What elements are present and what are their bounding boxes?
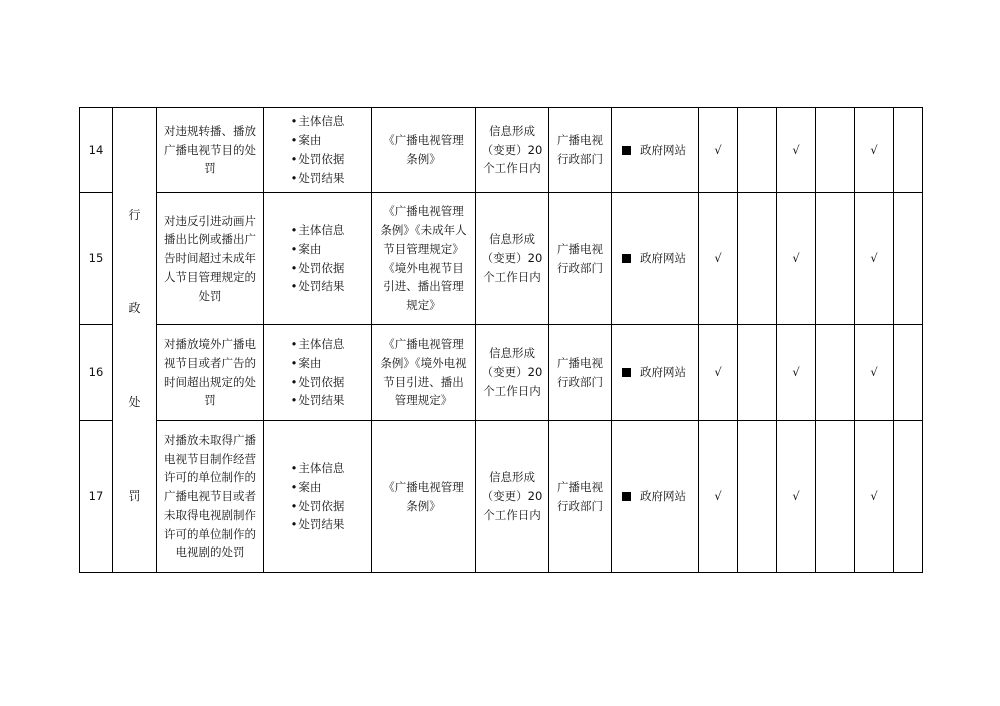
time-limit-cell xyxy=(476,108,549,193)
basis-text: 《广播电视管理条例》《未成年人节目管理规定》《境外电视节目引进、播出管理规定》 xyxy=(380,204,467,313)
check-cell xyxy=(777,108,816,193)
time-limit-text: 信息形成（变更）20个工作日内 xyxy=(481,232,543,284)
content-item: • 案由 xyxy=(291,478,345,497)
content-item: • 处罚结果 xyxy=(291,391,345,410)
content-cell xyxy=(264,193,372,325)
row-number: 16 xyxy=(80,325,113,421)
check-cell xyxy=(738,421,777,573)
table-row xyxy=(80,421,923,573)
channel-cell xyxy=(612,421,699,573)
item-name-cell xyxy=(157,421,264,573)
time-limit-text: 信息形成（变更）20个工作日内 xyxy=(481,470,543,522)
category-char: 罚 xyxy=(128,489,141,503)
channel-cell xyxy=(612,108,699,193)
check-mark: √ xyxy=(714,142,722,157)
dept-cell xyxy=(549,108,612,193)
basis-text: 《广播电视管理条例》 xyxy=(383,133,464,166)
content-item: • 主体信息 xyxy=(291,459,345,478)
content-item: • 处罚依据 xyxy=(291,373,345,392)
check-cell xyxy=(855,421,894,573)
check-cell xyxy=(699,108,738,193)
check-cell xyxy=(738,193,777,325)
basis-cell xyxy=(372,193,476,325)
check-cell xyxy=(777,325,816,421)
channel-text: 政府网站 xyxy=(640,142,686,157)
content-item: • 处罚结果 xyxy=(291,169,345,188)
check-mark: √ xyxy=(870,489,878,504)
content-item: • 案由 xyxy=(291,131,345,150)
basis-cell xyxy=(372,325,476,421)
row-number: 14 xyxy=(80,108,113,193)
channel-text: 政府网站 xyxy=(640,365,686,380)
check-cell xyxy=(699,193,738,325)
check-mark: √ xyxy=(870,251,878,266)
disclosure-table xyxy=(79,107,923,573)
dept-cell xyxy=(549,421,612,573)
check-cell xyxy=(816,193,855,325)
check-cell xyxy=(855,108,894,193)
channel-text: 政府网站 xyxy=(640,251,686,266)
check-mark: √ xyxy=(870,142,878,157)
dept-cell xyxy=(549,193,612,325)
item-name-cell xyxy=(157,325,264,421)
content-item: • 主体信息 xyxy=(291,221,345,240)
check-mark: √ xyxy=(792,365,800,380)
table-row xyxy=(80,108,923,193)
check-cell xyxy=(894,325,923,421)
check-cell xyxy=(699,325,738,421)
row-number: 17 xyxy=(80,421,113,573)
check-cell xyxy=(777,193,816,325)
check-cell xyxy=(855,193,894,325)
dept-text: 广播电视行政部门 xyxy=(557,133,603,166)
category-char: 处 xyxy=(128,395,141,409)
item-name-cell xyxy=(157,193,264,325)
content-item: • 处罚依据 xyxy=(291,150,345,169)
time-limit-text: 信息形成（变更）20个工作日内 xyxy=(481,346,543,398)
check-cell xyxy=(894,193,923,325)
item-name: 对播放未取得广播电视节目制作经营许可的单位制作的广播电视节目或者未取得电视剧制作许可的单位制作的电视剧的处罚 xyxy=(164,432,256,560)
check-mark: √ xyxy=(714,489,722,504)
channel-cell xyxy=(612,325,699,421)
filled-square-icon xyxy=(622,368,631,377)
content-item: • 案由 xyxy=(291,240,345,259)
check-cell xyxy=(699,421,738,573)
filled-square-icon xyxy=(622,492,631,501)
channel-text: 政府网站 xyxy=(640,489,686,504)
table-row xyxy=(80,325,923,421)
content-cell xyxy=(264,108,372,193)
time-limit-cell xyxy=(476,421,549,573)
item-name: 对违反引进动画片播出比例或播出广告时间超过未成年人节目管理规定的处罚 xyxy=(164,213,256,303)
check-cell xyxy=(777,421,816,573)
dept-text: 广播电视行政部门 xyxy=(557,241,603,275)
dept-cell xyxy=(549,325,612,421)
item-name: 对违规转播、播放广播电视节目的处罚 xyxy=(164,123,256,176)
channel-cell xyxy=(612,193,699,325)
content-item: • 案由 xyxy=(291,354,345,373)
basis-cell xyxy=(372,108,476,193)
check-mark: √ xyxy=(714,251,722,266)
check-mark: √ xyxy=(792,142,800,157)
category-char: 行 xyxy=(128,208,141,222)
content-item: • 处罚依据 xyxy=(291,259,345,278)
time-limit-cell xyxy=(476,325,549,421)
item-name: 对播放境外广播电视节目或者广告的时间超出规定的处罚 xyxy=(164,336,256,408)
check-cell xyxy=(738,108,777,193)
content-item: • 主体信息 xyxy=(291,112,345,131)
time-limit-text: 信息形成（变更）20个工作日内 xyxy=(481,123,543,176)
check-mark: √ xyxy=(792,489,800,504)
row-number: 15 xyxy=(80,193,113,325)
check-cell xyxy=(894,108,923,193)
content-cell xyxy=(264,421,372,573)
check-cell xyxy=(816,325,855,421)
basis-text: 《广播电视管理条例》《境外电视节目引进、播出管理规定》 xyxy=(380,336,467,408)
check-cell xyxy=(816,108,855,193)
content-cell xyxy=(264,325,372,421)
time-limit-cell xyxy=(476,193,549,325)
content-item: • 主体信息 xyxy=(291,335,345,354)
content-item: • 处罚依据 xyxy=(291,497,345,516)
check-mark: √ xyxy=(870,365,878,380)
check-cell xyxy=(816,421,855,573)
basis-text: 《广播电视管理条例》 xyxy=(383,479,464,513)
filled-square-icon xyxy=(622,146,631,155)
dept-text: 广播电视行政部门 xyxy=(557,479,603,513)
item-name-cell xyxy=(157,108,264,193)
table-row xyxy=(80,193,923,325)
check-cell xyxy=(894,421,923,573)
check-mark: √ xyxy=(714,365,722,380)
content-item: • 处罚结果 xyxy=(291,515,345,534)
category-cell xyxy=(113,108,157,573)
filled-square-icon xyxy=(622,254,631,263)
dept-text: 广播电视行政部门 xyxy=(557,355,603,389)
check-mark: √ xyxy=(792,251,800,266)
check-cell xyxy=(738,325,777,421)
category-char: 政 xyxy=(128,301,141,315)
check-cell xyxy=(855,325,894,421)
basis-cell xyxy=(372,421,476,573)
content-item: • 处罚结果 xyxy=(291,277,345,296)
